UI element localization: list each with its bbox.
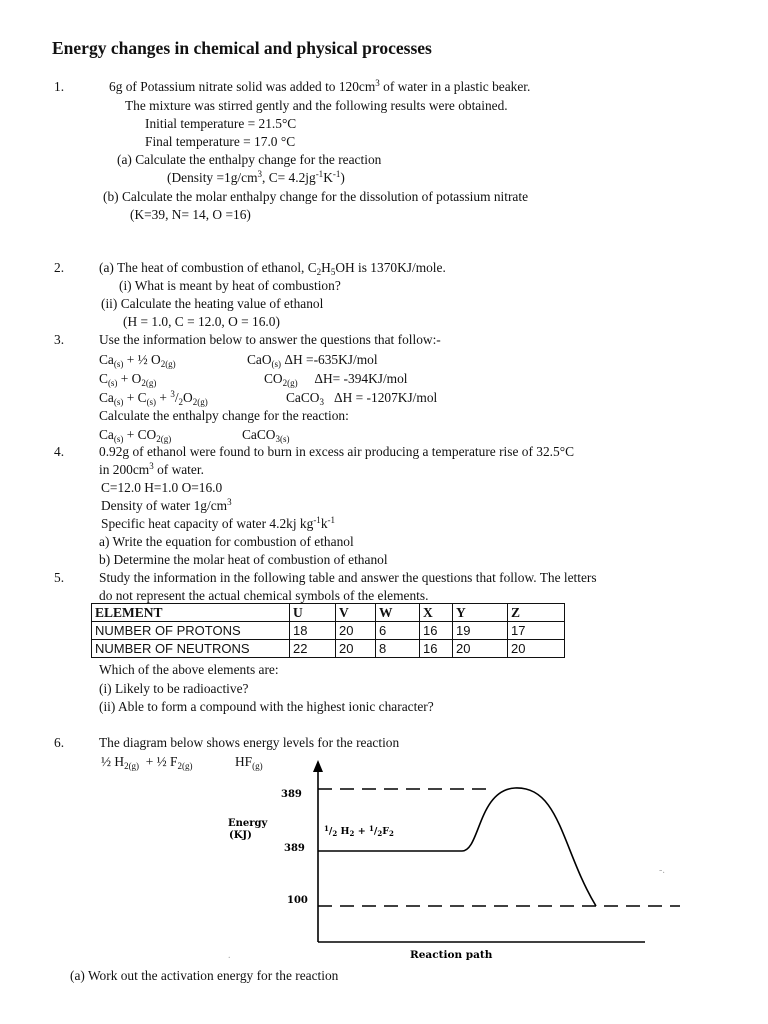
q4-atomic-masses: C=12.0 H=1.0 O=16.0 — [101, 480, 223, 495]
table-cell: 20 — [508, 640, 565, 658]
q3-calculate: Calculate the enthalpy change for the reaction: — [99, 408, 349, 423]
table-cell: NUMBER OF NEUTRONS — [92, 640, 290, 658]
q4-part-b: b) Determine the molar heat of combustion of ethanol — [99, 552, 388, 567]
y-axis-unit: (KJ) — [229, 830, 252, 841]
q3-equation-2-left: $C_{(s)} + O_{2(g)}$ — [99, 371, 157, 388]
table-cell: NUMBER OF PROTONS — [92, 622, 290, 640]
reaction-curve — [318, 788, 596, 906]
q3-equation-1-right: CaO$_{(s)}$ ΔH =-635KJ/mol — [247, 352, 378, 369]
q2-part-ii: (ii) Calculate the heating value of ethanol — [101, 296, 324, 311]
q5-part-ii: (ii) Able to form a compound with the highest ionic character? — [99, 699, 434, 714]
q5-line-2: do not represent the actual chemical symbols of the elements. — [99, 588, 429, 603]
table-header-cell: V — [336, 604, 376, 622]
table-header-cell: Z — [508, 604, 565, 622]
q1-initial-temperature: Initial temperature = 21.5°C — [145, 116, 297, 131]
q3-intro: Use the information below to answer the questions that follow:- — [99, 332, 441, 347]
q1-line-1: 6g of Potassium nitrate solid was added to $120cm^3$ of water in a plastic beaker. — [109, 78, 531, 94]
table-header-cell: Y — [453, 604, 508, 622]
q1-atomic-masses: (K=39, N= 14, O =16) — [130, 207, 251, 222]
q3-target-reaction-right: CaCO$_{3(s)}$ — [242, 427, 290, 444]
q3-equation-1-left: $Ca_{(s)}$ + ½ $O_{2(g)}$ — [99, 352, 176, 369]
question-number: 3. — [54, 332, 65, 347]
question-number: 6. — [54, 735, 65, 750]
q2-part-i: (i) What is meant by heat of combustion? — [119, 278, 341, 293]
table-header-cell: W — [376, 604, 420, 622]
y-axis-label: Energy — [228, 818, 268, 829]
q3-equation-3-left: $Ca_{(s)} + C_{(s)} + ^3/_2O_{2(g)}$ — [99, 389, 208, 407]
q3-target-reaction-left: $Ca_{(s)} + CO_{2(g)}$ — [99, 427, 172, 444]
q5-which: Which of the above elements are: — [99, 662, 279, 677]
q1-part-a: (a) Calculate the enthalpy change for the reaction — [117, 152, 382, 167]
q5-line-1: Study the information in the following table and answer the questions that follow. The letters — [99, 570, 597, 585]
energy-label-peak: 389 — [281, 789, 302, 800]
q4-density: Density of water $1g/cm^3$ — [101, 497, 232, 513]
question-number: 5. — [54, 570, 65, 585]
q4-line-2: in $200cm^3$ of water. — [99, 461, 204, 477]
stray-mark: -. — [659, 865, 665, 876]
question-number: 4. — [54, 444, 65, 459]
table-cell: 19 — [453, 622, 508, 640]
table-cell: 8 — [376, 640, 420, 658]
table-cell: 20 — [336, 622, 376, 640]
q1-final-temperature: Final temperature = 17.0 °C — [145, 134, 296, 149]
table-cell: 16 — [420, 640, 453, 658]
q6-reaction-right: $HF_{(g)}$ — [235, 754, 263, 771]
table-header-cell: ELEMENT — [92, 604, 290, 622]
table-cell: 16 — [420, 622, 453, 640]
table-cell: 6 — [376, 622, 420, 640]
q4-line-1: 0.92g of ethanol were found to burn in excess air producing a temperature rise of 32.5°C — [99, 444, 575, 459]
q1-constants: (Density $=1g/cm^3$, $C= 4.2jg^{-1}K^{-1}$) — [167, 169, 345, 185]
table-cell: 20 — [453, 640, 508, 658]
table-cell: 22 — [290, 640, 336, 658]
x-axis-label: Reaction path — [410, 949, 493, 961]
q2-part-a: (a) The heat of combustion of ethanol, $C_2H_5OH$ is 1370KJ/mole. — [99, 260, 446, 277]
page-title: Energy changes in chemical and physical processes — [52, 38, 432, 58]
energy-label-product: 100 — [287, 895, 308, 906]
question-number: 1. — [54, 79, 65, 94]
q6-reaction-left: ½ $H_{2(g)}$ + ½ $F_{2(g)}$ — [101, 754, 193, 771]
energy-label-reactants: 389 — [284, 843, 305, 854]
table-cell: 17 — [508, 622, 565, 640]
q2-atomic-masses: (H = 1.0, C = 12.0, O = 16.0) — [123, 314, 280, 329]
q3-equation-2-right: $CO_{2(g)}$ ΔH= -394KJ/mol — [264, 371, 408, 388]
q3-equation-3-right: CaCO$_3$ ΔH = -1207KJ/mol — [286, 390, 438, 407]
table-cell: 18 — [290, 622, 336, 640]
table-header-cell: U — [290, 604, 336, 622]
q1-line-2: The mixture was stirred gently and the following results were obtained. — [125, 98, 508, 113]
table-header-cell: X — [420, 604, 453, 622]
question-number: 2. — [54, 260, 65, 275]
reactants-label: $^1/_2$ $H_2 + ^1/_2F_2$ — [324, 824, 394, 838]
q6-part-a: (a) Work out the activation energy for the reaction — [70, 968, 339, 983]
q5-part-i: (i) Likely to be radioactive? — [99, 681, 249, 696]
q4-specific-heat: Specific heat capacity of water 4.2kj $kg^{-1}k^{-1}$ — [101, 515, 336, 531]
y-axis-arrow — [313, 760, 323, 772]
q6-line-1: The diagram below shows energy levels for the reaction — [99, 735, 400, 750]
q1-part-b: (b) Calculate the molar enthalpy change for the dissolution of potassium nitrate — [103, 189, 529, 204]
table-cell: 20 — [336, 640, 376, 658]
stray-mark: . — [228, 950, 231, 961]
q4-part-a: a) Write the equation for combustion of ethanol — [99, 534, 354, 549]
